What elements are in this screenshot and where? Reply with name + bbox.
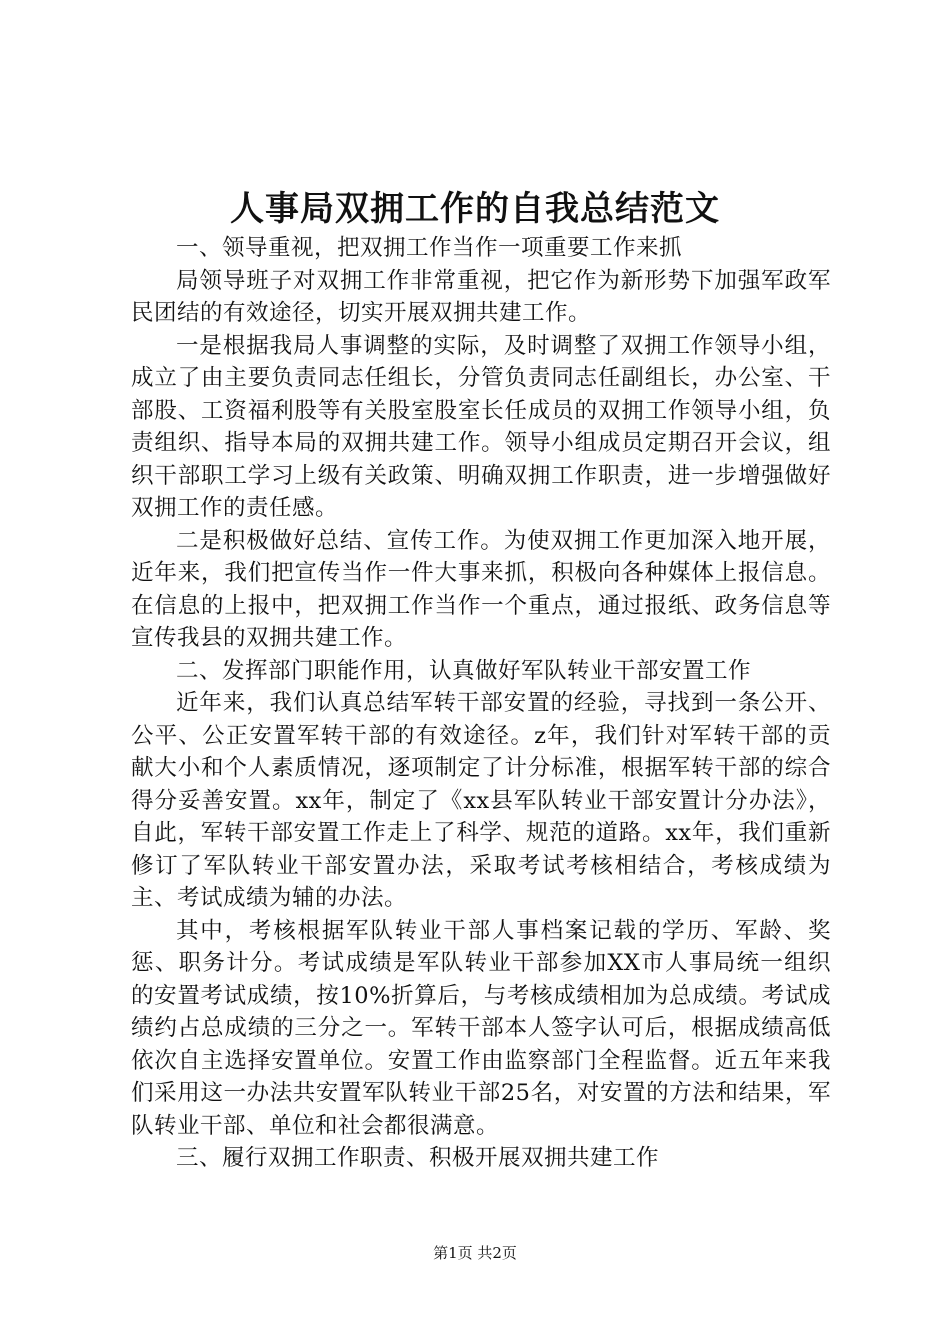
paragraph: 局领导班子对双拥工作非常重视，把它作为新形势下加强军政军民团结的有效途径，切实开展双拥共建工作。 xyxy=(131,267,831,326)
paragraph: 一是根据我局人事调整的实际，及时调整了双拥工作领导小组，成立了由主要负责同志任组长，分管负责同志任副组长，办公室、干部股、工资福利股等有关股室股室长任成员的双拥工作领导小组，负责组织、指导本局的双拥共建工作。领导小组成员定期召开会议，组织干部职工学习上级有关政策、明确双拥工作职责，进一步增强做好双拥工作的责任感。 xyxy=(131,332,831,521)
paragraph: 近年来，我们认真总结军转干部安置的经验，寻找到一条公开、公平、公正安置军转干部的有效途径。z年，我们针对军转干部的贡献大小和个人素质情况，逐项制定了计分标准，根据军转干部的综合得分妥善安置。xx年，制定了《xx县军队转业干部安置计分办法》，自此，军转干部安置工作走上了科学、规范的道路。xx年，我们重新修订了军队转业干部安置办法，采取考试考核相结合，考核成绩为主、考试成绩为辅的办法。 xyxy=(131,690,831,911)
section-heading-1: 一、领导重视，把双拥工作当作一项重要工作来抓 xyxy=(176,235,683,261)
document-title: 人事局双拥工作的自我总结范文 xyxy=(230,189,720,229)
document-body xyxy=(131,232,831,1175)
section-heading-3: 三、履行双拥工作职责、积极开展双拥共建工作 xyxy=(176,1145,660,1171)
paragraph: 二是积极做好总结、宣传工作。为使双拥工作更加深入地开展，近年来，我们把宣传当作一件大事来抓，积极向各种媒体上报信息。在信息的上报中，把双拥工作当作一个重点，通过报纸、政务信息等宣传我县的双拥共建工作。 xyxy=(131,527,831,651)
paragraph: 其中，考核根据军队转业干部人事档案记载的学历、军龄、奖惩、职务计分。考试成绩是军队转业干部参加XX市人事局统一组织的安置考试成绩，按10%折算后，与考核成绩相加为总成绩。考试成绩约占总成绩的三分之一。军转干部本人签字认可后，根据成绩高低依次自主选择安置单位。安置工作由监察部门全程监督。近五年来我们采用这一办法共安置军队转业干部25名，对安置的方法和结果，军队转业干部、单位和社会都很满意。 xyxy=(131,917,831,1139)
page-footer: 第1页 共2页 xyxy=(433,1244,517,1262)
section-heading-2: 二、发挥部门职能作用，认真做好军队转业干部安置工作 xyxy=(176,657,752,684)
